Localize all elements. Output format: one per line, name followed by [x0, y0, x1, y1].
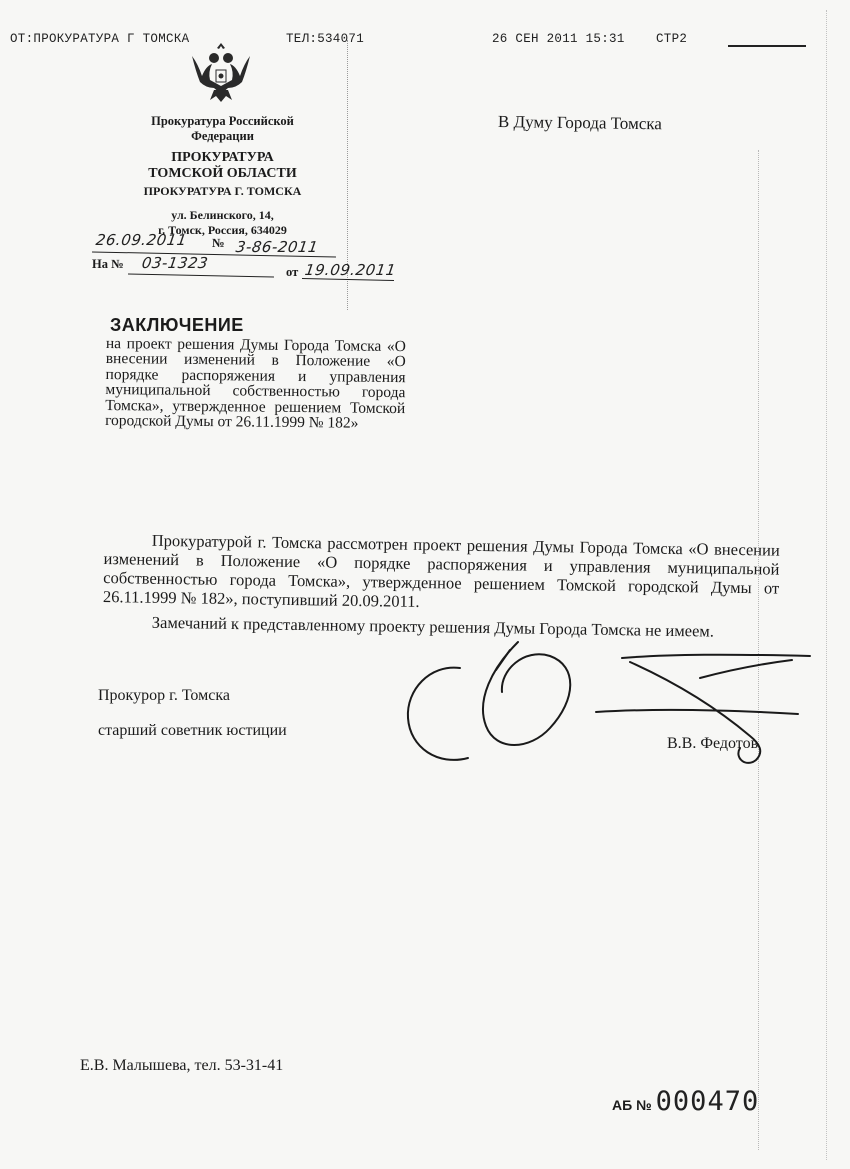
serial-prefix: АБ №: [612, 1097, 652, 1113]
conclusion-title: ЗАКЛЮЧЕНИЕ: [110, 315, 244, 335]
letterhead-line: ПРОКУРАТУРА: [171, 150, 274, 165]
letterhead-ministry: [120, 114, 325, 144]
signatory-position: Прокурор г. Томска: [98, 687, 230, 704]
reply-number-underline: [128, 273, 274, 277]
reply-date: 19.09.2011: [303, 261, 398, 279]
serial-number: [612, 1086, 759, 1117]
registration-date: 26.09.2011: [94, 231, 189, 249]
signatory-name: В.В. Федотов: [667, 735, 759, 752]
scan-edge-artifact: [826, 10, 827, 1160]
serial-value: 000470: [655, 1086, 760, 1117]
registration-number: 3-86-2011: [234, 238, 320, 256]
body-paragraph-1: Прокуратурой г. Томска рассмотрен проект решения Думы Города Томска «О внесении изменений в Положение «О порядке распоряжения и управления муниципальной собственностью города Томска», утвержденное решением Томской городской Думы от 26.11.1999 № 182», поступивший 20.09.2011.: [102, 530, 780, 611]
addressee: В Думу Города Томска: [497, 112, 663, 134]
letterhead-line: Прокуратура Российской: [151, 114, 294, 128]
signatory-rank: старший советник юстиции: [98, 722, 287, 739]
handwritten-signature: [400, 640, 820, 770]
fax-datetime: 26 СЕН 2011 15:31: [492, 32, 625, 46]
fax-header-rule: [728, 45, 806, 47]
letterhead-city: ПРОКУРАТУРА Г. ТОМСКА: [143, 184, 302, 198]
conclusion-subject: на проект решения Думы Города Томска «О внесении изменений в Положение «О порядке распоряжения и управления муниципальной собственностью города Томска», утвержденное решением Томской городской Думы от 26.11.1999 № 182»: [105, 335, 406, 432]
coat-of-arms-icon: [188, 42, 254, 104]
registration-no-label: №: [212, 236, 225, 250]
letterhead-line: ТОМСКОЙ ОБЛАСТИ: [148, 166, 297, 181]
body-paragraph-2: Замечаний к представленному проекту решения Думы Города Томска не имеем.: [151, 612, 715, 641]
reply-label: На №: [92, 257, 124, 271]
letterhead-line: Федерации: [191, 129, 254, 143]
reply-number: 03-1323: [140, 254, 210, 272]
letterhead-regional: [120, 150, 325, 182]
reply-from-label: от: [286, 265, 299, 279]
address-city: г. Томск, Россия, 634029: [158, 223, 287, 237]
fax-phone: ТЕЛ:534071: [286, 32, 365, 46]
address-street: ул. Белинского, 14,: [171, 208, 274, 222]
fax-sender: ОТ:ПРОКУРАТУРА Г ТОМСКА: [10, 32, 190, 46]
fax-page: СТР2: [656, 32, 688, 46]
executor-contact: Е.В. Малышева, тел. 53-31-41: [80, 1057, 284, 1074]
